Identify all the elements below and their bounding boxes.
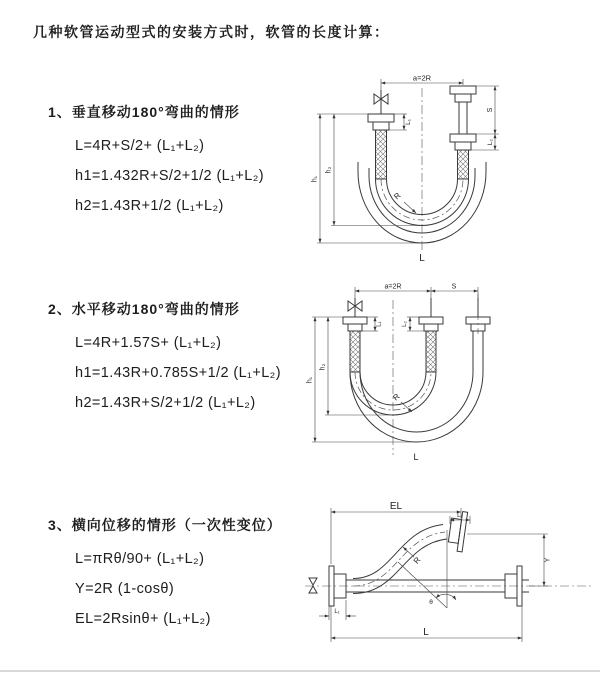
dim-label-l1: L₁ [376, 321, 383, 327]
page-bottom-edge [0, 670, 600, 672]
formula-line: L=4R+1.57S+ (L₁+L₂) [75, 335, 222, 351]
dim-label-h2: h₂ [325, 166, 333, 174]
section-2-heading: 2、水平移动180°弯曲的情形 [48, 301, 240, 317]
diagram-lateral-displacement [293, 494, 600, 654]
section-3 [48, 515, 282, 634]
dimension-l1 [319, 600, 356, 620]
dim-label-y: Y [544, 557, 552, 563]
left-pipe [368, 90, 394, 179]
dimension-s [431, 284, 478, 292]
dimension-s [476, 86, 499, 134]
dim-label-l: L [423, 627, 429, 638]
hose-u-bend-shifted [350, 372, 483, 442]
middle-pipe [419, 298, 443, 372]
dimension-h1 [312, 114, 423, 243]
formula-line: h2=1.43R+1/2 (L₁+L₂) [75, 198, 224, 214]
dim-label-l2: L₂ [402, 321, 408, 327]
section-1 [48, 102, 264, 221]
formula-line: L=4R+S/2+ (L₁+L₂) [75, 138, 205, 154]
dim-label-r: R [391, 391, 402, 403]
dim-label-h1: h₁ [311, 175, 319, 183]
formula-line: Y=2R (1-cosθ) [75, 581, 175, 597]
dimension-y [467, 534, 552, 586]
dim-label-a2r: a=2R [412, 73, 432, 83]
diagram-horizontal-180-bend [298, 272, 600, 464]
dim-label-h2: h₂ [319, 363, 327, 371]
dim-label-theta: θ [429, 599, 433, 606]
dim-label-el: EL [389, 501, 403, 512]
dim-label-l1: L₁ [405, 119, 412, 125]
formula-line: L=πRθ/90+ (L₁+L₂) [75, 551, 205, 567]
diagram-vertical-180-bend [303, 64, 595, 266]
dim-label-s: S [451, 283, 457, 291]
page-title: 几种软管运动型式的安装方式时，软管的长度计算： [33, 24, 390, 40]
section-2 [48, 299, 281, 418]
dim-label-r: R [392, 190, 403, 202]
dimension-l [331, 606, 522, 642]
hose-s-curve [353, 510, 468, 593]
dim-label-l2: L₂ [457, 513, 463, 519]
dim-label-l: L [419, 253, 425, 264]
formula-line: h1=1.432R+S/2+1/2 (L₁+L₂) [75, 168, 265, 184]
dim-label-l: L [413, 452, 419, 462]
formula-line: h1=1.43R+0.785S+1/2 (L₁+L₂) [75, 365, 281, 381]
dimension-a2r [381, 74, 463, 91]
dim-label-l1: L₁ [334, 609, 340, 615]
section-3-heading: 3、横向位移的情形（一次性变位） [48, 517, 282, 533]
valve-icon [309, 578, 317, 593]
dim-label-l2: L₂ [487, 138, 494, 146]
left-pipe [343, 298, 367, 372]
dim-label-r: R [411, 555, 423, 566]
right-pipe [450, 86, 476, 179]
dim-label-s: S [487, 107, 494, 113]
dimension-h2 [326, 114, 423, 226]
right-pipe-shifted [466, 298, 490, 372]
formula-line: EL=2Rsinθ+ (L₁+L₂) [75, 611, 211, 627]
dim-label-a2r: a=2R [384, 283, 402, 291]
dim-label-h1: h₁ [306, 376, 314, 384]
radius-callout [391, 392, 412, 412]
section-1-heading: 1、垂直移动180°弯曲的情形 [48, 104, 240, 120]
formula-line: h2=1.43R+S/2+1/2 (L₁+L₂) [75, 395, 256, 411]
